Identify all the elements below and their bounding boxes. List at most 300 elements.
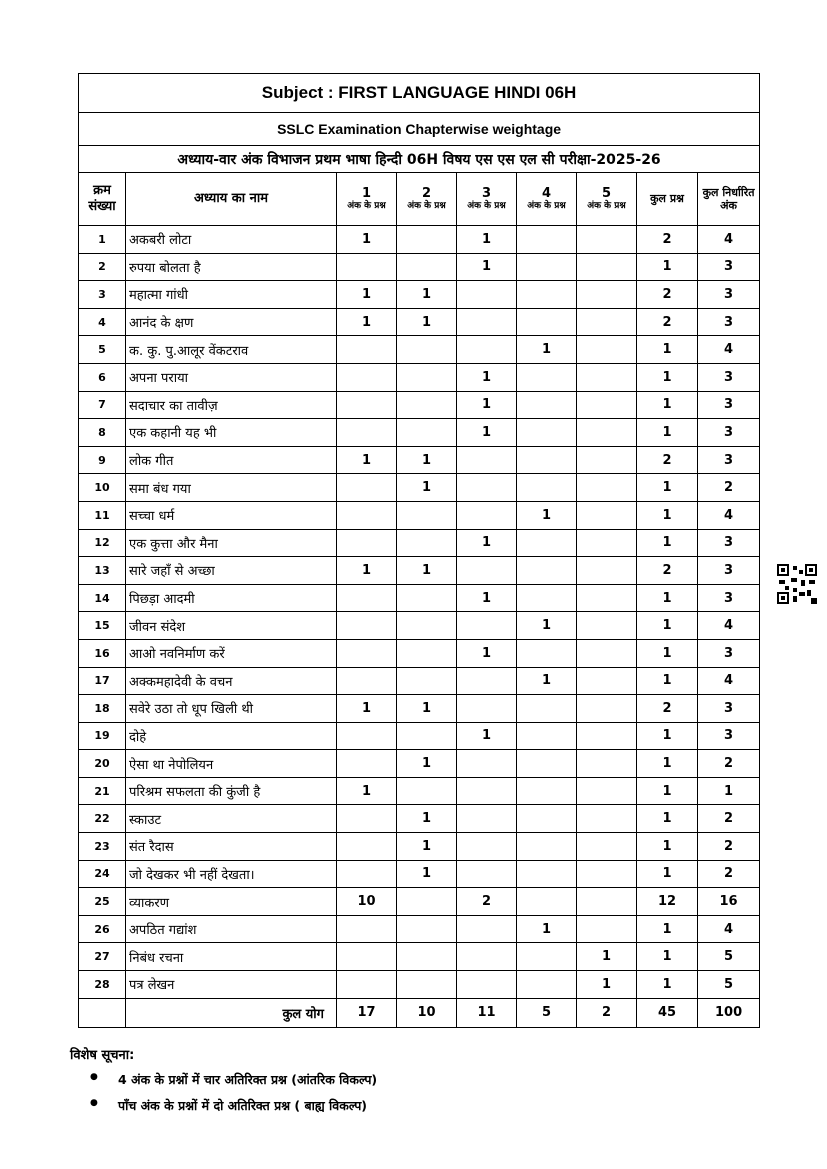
- cell-total-questions: 1: [637, 722, 698, 750]
- cell-mark-2: [397, 391, 457, 419]
- cell-chapter-name: स्काउट: [126, 805, 337, 833]
- table-row: [79, 363, 760, 391]
- cell-mark-4: [517, 226, 577, 254]
- cell-serial: 8: [79, 419, 126, 447]
- cell-serial: 23: [79, 833, 126, 861]
- cell-chapter-name: परिश्रम सफलता की कुंजी है: [126, 777, 337, 805]
- cell-mark-3: [457, 336, 517, 364]
- cell-chapter-name: दोहे: [126, 722, 337, 750]
- cell-mark-5: [577, 557, 637, 585]
- cell-serial: 9: [79, 446, 126, 474]
- cell-chapter-name: पिछड़ा आदमी: [126, 584, 337, 612]
- cell-chapter-name: सारे जहाँ से अच्छा: [126, 557, 337, 585]
- cell-mark-5: [577, 474, 637, 502]
- cell-serial: 1: [79, 226, 126, 254]
- table-row: [79, 667, 760, 695]
- subject-title: Subject : FIRST LANGUAGE HINDI 06H: [79, 74, 760, 113]
- table-row: [79, 419, 760, 447]
- cell-total-questions: 2: [637, 226, 698, 254]
- cell-mark-3: [457, 971, 517, 999]
- cell-mark-1: [337, 860, 397, 888]
- cell-mark-3: [457, 695, 517, 723]
- cell-total-questions: 12: [637, 888, 698, 916]
- exam-title: SSLC Examination Chapterwise weightage: [79, 113, 760, 146]
- cell-chapter-name: आओ नवनिर्माण करें: [126, 639, 337, 667]
- cell-mark-1: 1: [337, 308, 397, 336]
- notes-list: [90, 1071, 377, 1114]
- cell-mark-5: [577, 695, 637, 723]
- cell-mark-3: 1: [457, 391, 517, 419]
- cell-total-questions: 1: [637, 667, 698, 695]
- cell-chapter-name: जो देखकर भी नहीं देखता।: [126, 860, 337, 888]
- cell-mark-5: [577, 501, 637, 529]
- cell-total-marks: 3: [698, 722, 760, 750]
- col-mark-5: 5 अंक के प्रश्न: [577, 173, 637, 226]
- cell-mark-3: [457, 446, 517, 474]
- cell-chapter-name: ऐसा था नेपोलियन: [126, 750, 337, 778]
- col-mark-3: 3 अंक के प्रश्न: [457, 173, 517, 226]
- cell-chapter-name: सवेरे उठा तो धूप खिली थी: [126, 695, 337, 723]
- cell-serial: 13: [79, 557, 126, 585]
- cell-total-marks: 3: [698, 253, 760, 281]
- cell-chapter-name: अकबरी लोटा: [126, 226, 337, 254]
- cell-mark-4: [517, 308, 577, 336]
- cell-mark-4: [517, 888, 577, 916]
- cell-chapter-name: क. कु. पु.आलूर वेंकटराव: [126, 336, 337, 364]
- cell-mark-2: [397, 501, 457, 529]
- cell-mark-5: [577, 612, 637, 640]
- cell-mark-1: [337, 612, 397, 640]
- cell-mark-3: 1: [457, 253, 517, 281]
- cell-mark-3: [457, 557, 517, 585]
- total-m3: 11: [457, 998, 517, 1027]
- cell-serial: 21: [79, 777, 126, 805]
- cell-mark-5: [577, 805, 637, 833]
- cell-mark-1: [337, 529, 397, 557]
- cell-mark-4: 1: [517, 501, 577, 529]
- cell-mark-2: 1: [397, 308, 457, 336]
- cell-total-marks: 3: [698, 557, 760, 585]
- cell-total-questions: 1: [637, 474, 698, 502]
- cell-mark-1: [337, 915, 397, 943]
- cell-mark-3: 1: [457, 363, 517, 391]
- cell-total-marks: 2: [698, 805, 760, 833]
- cell-mark-1: [337, 501, 397, 529]
- cell-mark-4: [517, 584, 577, 612]
- cell-serial: 18: [79, 695, 126, 723]
- col-mark-4: 4 अंक के प्रश्न: [517, 173, 577, 226]
- cell-mark-3: [457, 750, 517, 778]
- cell-chapter-name: अक्कमहादेवी के वचन: [126, 667, 337, 695]
- cell-mark-4: [517, 253, 577, 281]
- cell-mark-1: 1: [337, 226, 397, 254]
- cell-mark-3: [457, 474, 517, 502]
- cell-total-questions: 1: [637, 943, 698, 971]
- cell-mark-1: 1: [337, 446, 397, 474]
- cell-mark-2: [397, 584, 457, 612]
- total-label: कुल योग: [126, 998, 337, 1027]
- cell-chapter-name: अपना पराया: [126, 363, 337, 391]
- cell-mark-5: [577, 722, 637, 750]
- table-row: [79, 639, 760, 667]
- note-item: ● पाँच अंक के प्रश्नों में दो अतिरिक्त प्रश्न ( बाह्य विकल्प): [90, 1097, 377, 1114]
- cell-mark-2: 1: [397, 474, 457, 502]
- cell-chapter-name: निबंध रचना: [126, 943, 337, 971]
- cell-mark-1: [337, 391, 397, 419]
- cell-mark-4: [517, 777, 577, 805]
- cell-mark-5: [577, 226, 637, 254]
- cell-serial: 10: [79, 474, 126, 502]
- cell-mark-5: [577, 529, 637, 557]
- cell-mark-2: [397, 888, 457, 916]
- cell-total-marks: 3: [698, 281, 760, 309]
- cell-total-questions: 1: [637, 501, 698, 529]
- cell-total-questions: 1: [637, 833, 698, 861]
- cell-mark-3: [457, 943, 517, 971]
- cell-mark-2: [397, 915, 457, 943]
- table-row: [79, 584, 760, 612]
- cell-mark-2: [397, 639, 457, 667]
- cell-mark-4: [517, 639, 577, 667]
- cell-total-questions: 1: [637, 419, 698, 447]
- special-notes: [70, 1045, 377, 1123]
- cell-mark-1: 1: [337, 281, 397, 309]
- cell-chapter-name: एक कुत्ता और मैना: [126, 529, 337, 557]
- cell-mark-2: [397, 777, 457, 805]
- cell-mark-4: [517, 722, 577, 750]
- cell-total-questions: 2: [637, 308, 698, 336]
- cell-total-questions: 1: [637, 639, 698, 667]
- cell-serial: 12: [79, 529, 126, 557]
- cell-mark-2: 1: [397, 750, 457, 778]
- cell-mark-4: [517, 943, 577, 971]
- cell-total-marks: 2: [698, 860, 760, 888]
- col-chapter: अध्याय का नाम: [126, 173, 337, 226]
- notes-heading: विशेष सूचना:: [70, 1048, 135, 1063]
- cell-mark-5: [577, 363, 637, 391]
- cell-mark-2: 1: [397, 557, 457, 585]
- table-row: [79, 474, 760, 502]
- table-row: [79, 722, 760, 750]
- total-m5: 2: [577, 998, 637, 1027]
- cell-chapter-name: एक कहानी यह भी: [126, 419, 337, 447]
- cell-total-marks: 5: [698, 971, 760, 999]
- col-mark-2: 2 अंक के प्रश्न: [397, 173, 457, 226]
- table-row: [79, 226, 760, 254]
- cell-total-marks: 2: [698, 833, 760, 861]
- cell-mark-1: 1: [337, 695, 397, 723]
- cell-serial: 28: [79, 971, 126, 999]
- cell-total-marks: 1: [698, 777, 760, 805]
- total-m2: 10: [397, 998, 457, 1027]
- cell-total-marks: 3: [698, 363, 760, 391]
- cell-chapter-name: व्याकरण: [126, 888, 337, 916]
- cell-mark-2: [397, 667, 457, 695]
- cell-mark-5: [577, 391, 637, 419]
- cell-total-marks: 4: [698, 336, 760, 364]
- cell-total-marks: 3: [698, 308, 760, 336]
- cell-mark-3: [457, 308, 517, 336]
- total-m1: 17: [337, 998, 397, 1027]
- total-marks: 100: [698, 998, 760, 1027]
- cell-total-questions: 1: [637, 915, 698, 943]
- cell-chapter-name: सच्चा धर्म: [126, 501, 337, 529]
- cell-mark-2: [397, 419, 457, 447]
- cell-mark-3: 1: [457, 529, 517, 557]
- table-row: [79, 612, 760, 640]
- cell-serial: 4: [79, 308, 126, 336]
- cell-mark-2: [397, 226, 457, 254]
- cell-mark-5: [577, 915, 637, 943]
- cell-total-marks: 3: [698, 529, 760, 557]
- cell-mark-3: [457, 501, 517, 529]
- cell-chapter-name: जीवन संदेश: [126, 612, 337, 640]
- table-row: [79, 805, 760, 833]
- cell-mark-4: 1: [517, 667, 577, 695]
- cell-chapter-name: समा बंध गया: [126, 474, 337, 502]
- cell-total-marks: 5: [698, 943, 760, 971]
- cell-serial: 5: [79, 336, 126, 364]
- cell-mark-3: [457, 777, 517, 805]
- cell-total-questions: 2: [637, 446, 698, 474]
- table-row: [79, 695, 760, 723]
- cell-mark-4: [517, 971, 577, 999]
- cell-mark-5: 1: [577, 971, 637, 999]
- cell-mark-4: [517, 474, 577, 502]
- cell-mark-4: [517, 281, 577, 309]
- cell-mark-3: 1: [457, 584, 517, 612]
- cell-mark-2: [397, 253, 457, 281]
- cell-total-marks: 16: [698, 888, 760, 916]
- cell-mark-1: [337, 639, 397, 667]
- cell-total-questions: 1: [637, 777, 698, 805]
- cell-mark-1: [337, 419, 397, 447]
- cell-mark-1: [337, 750, 397, 778]
- cell-mark-4: [517, 695, 577, 723]
- cell-mark-5: [577, 777, 637, 805]
- table-row: [79, 888, 760, 916]
- cell-mark-5: [577, 860, 637, 888]
- cell-mark-4: [517, 833, 577, 861]
- col-total-marks: कुल निर्धारित अंक: [698, 173, 760, 226]
- cell-mark-2: 1: [397, 281, 457, 309]
- cell-chapter-name: सदाचार का तावीज़: [126, 391, 337, 419]
- cell-total-marks: 3: [698, 391, 760, 419]
- cell-serial: 25: [79, 888, 126, 916]
- cell-chapter-name: अपठित गद्यांश: [126, 915, 337, 943]
- cell-mark-1: [337, 833, 397, 861]
- cell-serial: 3: [79, 281, 126, 309]
- cell-serial: 14: [79, 584, 126, 612]
- cell-mark-5: [577, 281, 637, 309]
- table-row: [79, 253, 760, 281]
- cell-mark-2: [397, 971, 457, 999]
- cell-mark-5: 1: [577, 943, 637, 971]
- cell-mark-5: [577, 308, 637, 336]
- cell-mark-1: [337, 805, 397, 833]
- cell-total-marks: 4: [698, 226, 760, 254]
- table-row: [79, 308, 760, 336]
- cell-mark-4: [517, 363, 577, 391]
- cell-mark-3: [457, 281, 517, 309]
- cell-mark-4: 1: [517, 336, 577, 364]
- cell-mark-5: [577, 667, 637, 695]
- cell-total-questions: 1: [637, 363, 698, 391]
- cell-total-questions: 1: [637, 971, 698, 999]
- cell-mark-2: 1: [397, 805, 457, 833]
- cell-total-marks: 4: [698, 915, 760, 943]
- cell-mark-2: 1: [397, 695, 457, 723]
- weightage-sheet: [78, 73, 759, 1028]
- cell-mark-2: 1: [397, 860, 457, 888]
- cell-mark-1: 10: [337, 888, 397, 916]
- cell-total-questions: 2: [637, 557, 698, 585]
- cell-total-questions: 1: [637, 612, 698, 640]
- cell-serial: 20: [79, 750, 126, 778]
- cell-mark-2: [397, 722, 457, 750]
- cell-total-marks: 4: [698, 501, 760, 529]
- cell-total-marks: 3: [698, 446, 760, 474]
- cell-total-marks: 3: [698, 639, 760, 667]
- hindi-title: अध्याय-वार अंक विभाजन प्रथम भाषा हिन्दी 06H विषय एस एस एल सी परीक्षा-2025-26: [79, 146, 760, 173]
- cell-mark-1: [337, 943, 397, 971]
- cell-mark-5: [577, 446, 637, 474]
- cell-mark-4: [517, 446, 577, 474]
- cell-mark-3: 1: [457, 639, 517, 667]
- cell-mark-4: [517, 419, 577, 447]
- table-row: [79, 833, 760, 861]
- table-row: [79, 860, 760, 888]
- cell-serial: 17: [79, 667, 126, 695]
- cell-mark-1: [337, 667, 397, 695]
- cell-serial: 2: [79, 253, 126, 281]
- table-row: [79, 943, 760, 971]
- cell-mark-1: [337, 474, 397, 502]
- cell-mark-4: [517, 391, 577, 419]
- cell-total-questions: 1: [637, 805, 698, 833]
- cell-total-questions: 2: [637, 281, 698, 309]
- cell-mark-5: [577, 584, 637, 612]
- cell-total-questions: 1: [637, 750, 698, 778]
- cell-mark-2: [397, 529, 457, 557]
- table-row: [79, 971, 760, 999]
- cell-mark-5: [577, 419, 637, 447]
- cell-mark-1: [337, 722, 397, 750]
- cell-chapter-name: पत्र लेखन: [126, 971, 337, 999]
- total-questions: 45: [637, 998, 698, 1027]
- cell-mark-2: [397, 336, 457, 364]
- cell-total-marks: 2: [698, 474, 760, 502]
- cell-serial: 27: [79, 943, 126, 971]
- cell-mark-5: [577, 253, 637, 281]
- cell-mark-3: 2: [457, 888, 517, 916]
- table-row: [79, 501, 760, 529]
- cell-mark-1: [337, 584, 397, 612]
- table-row: [79, 557, 760, 585]
- cell-mark-3: 1: [457, 226, 517, 254]
- cell-serial: 26: [79, 915, 126, 943]
- cell-mark-4: [517, 529, 577, 557]
- cell-mark-4: [517, 805, 577, 833]
- cell-mark-3: 1: [457, 722, 517, 750]
- cell-mark-2: [397, 943, 457, 971]
- col-serial: क्रम संख्या: [79, 173, 126, 226]
- cell-mark-1: 1: [337, 777, 397, 805]
- qr-code-icon: [777, 564, 817, 604]
- cell-mark-1: [337, 336, 397, 364]
- cell-chapter-name: लोक गीत: [126, 446, 337, 474]
- cell-serial: 22: [79, 805, 126, 833]
- cell-total-marks: 3: [698, 419, 760, 447]
- cell-total-questions: 1: [637, 584, 698, 612]
- cell-total-marks: 3: [698, 584, 760, 612]
- cell-chapter-name: रुपया बोलता है: [126, 253, 337, 281]
- cell-mark-3: [457, 612, 517, 640]
- cell-mark-5: [577, 833, 637, 861]
- table-row: [79, 777, 760, 805]
- col-total-questions: कुल प्रश्न: [637, 173, 698, 226]
- table-row: [79, 750, 760, 778]
- cell-mark-3: 1: [457, 419, 517, 447]
- cell-serial: 16: [79, 639, 126, 667]
- table-row: [79, 529, 760, 557]
- cell-total-marks: 2: [698, 750, 760, 778]
- cell-chapter-name: आनंद के क्षण: [126, 308, 337, 336]
- cell-mark-3: [457, 667, 517, 695]
- column-header-row: [79, 173, 760, 226]
- cell-mark-1: 1: [337, 557, 397, 585]
- cell-mark-5: [577, 888, 637, 916]
- cell-mark-1: [337, 971, 397, 999]
- cell-serial: 11: [79, 501, 126, 529]
- cell-mark-4: [517, 860, 577, 888]
- cell-mark-5: [577, 750, 637, 778]
- cell-total-questions: 1: [637, 529, 698, 557]
- cell-total-marks: 4: [698, 612, 760, 640]
- cell-mark-5: [577, 639, 637, 667]
- cell-mark-2: [397, 363, 457, 391]
- table-body: [79, 226, 760, 999]
- cell-serial: 19: [79, 722, 126, 750]
- cell-mark-4: 1: [517, 612, 577, 640]
- cell-total-marks: 3: [698, 695, 760, 723]
- cell-serial: 24: [79, 860, 126, 888]
- cell-chapter-name: महात्मा गांधी: [126, 281, 337, 309]
- cell-chapter-name: संत रैदास: [126, 833, 337, 861]
- cell-mark-1: [337, 253, 397, 281]
- total-row: [79, 998, 760, 1027]
- table-row: [79, 336, 760, 364]
- cell-total-marks: 4: [698, 667, 760, 695]
- weightage-table: [78, 73, 760, 1028]
- cell-total-questions: 1: [637, 860, 698, 888]
- table-row: [79, 391, 760, 419]
- note-item: ● 4 अंक के प्रश्नों में चार अतिरिक्त प्रश्न (आंतरिक विकल्प): [90, 1071, 377, 1088]
- cell-mark-3: [457, 860, 517, 888]
- cell-total-questions: 1: [637, 391, 698, 419]
- table-row: [79, 281, 760, 309]
- table-row: [79, 915, 760, 943]
- col-mark-1: 1 अंक के प्रश्न: [337, 173, 397, 226]
- cell-mark-3: [457, 915, 517, 943]
- total-m4: 5: [517, 998, 577, 1027]
- cell-serial: 7: [79, 391, 126, 419]
- cell-serial: 6: [79, 363, 126, 391]
- cell-serial: 15: [79, 612, 126, 640]
- cell-mark-2: [397, 612, 457, 640]
- cell-mark-1: [337, 363, 397, 391]
- cell-mark-3: [457, 833, 517, 861]
